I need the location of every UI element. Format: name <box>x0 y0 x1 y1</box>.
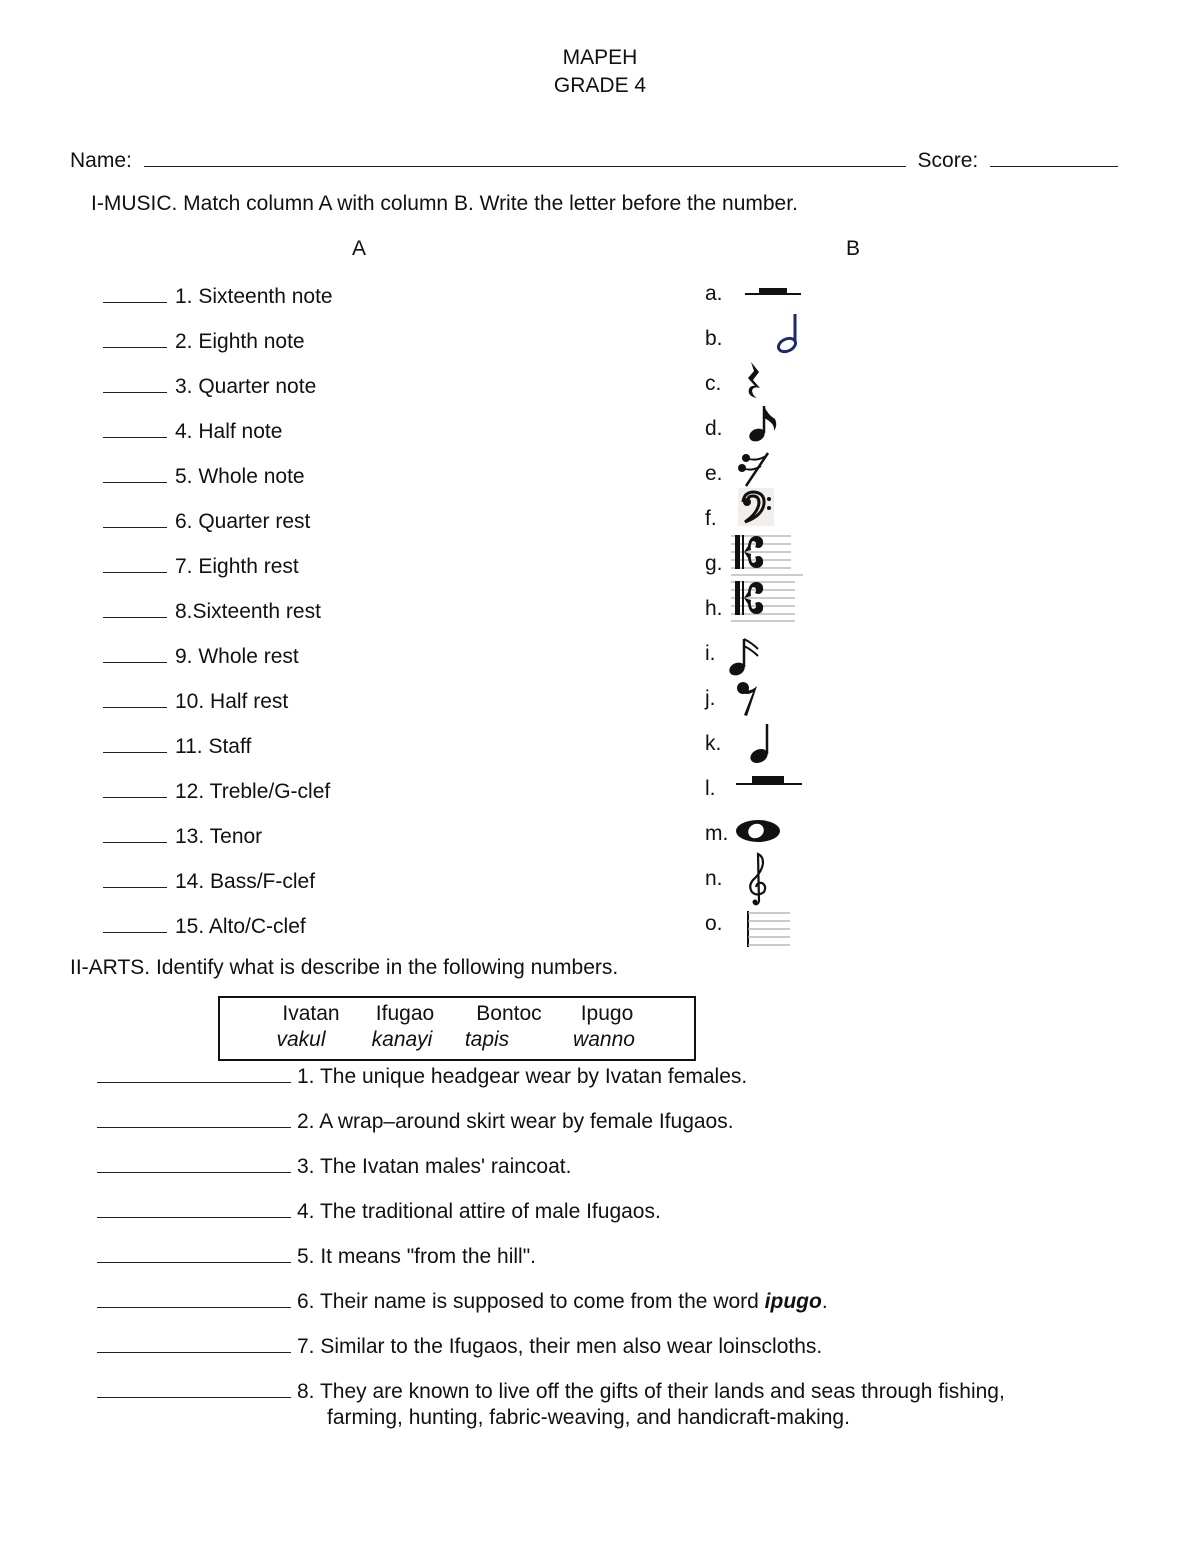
music-item-label: 3. Quarter note <box>175 375 317 398</box>
period: . <box>821 1290 828 1313</box>
quarter-rest-icon <box>743 360 767 400</box>
grade-label: GRADE 4 <box>553 74 647 97</box>
arts-item <box>97 1062 747 1089</box>
c-clef-icon <box>731 578 803 624</box>
choice-letter: j. <box>705 687 716 710</box>
half-rest-icon <box>745 284 801 304</box>
score-label: Score: <box>917 149 979 172</box>
arts-item <box>97 1107 734 1134</box>
answer-blank[interactable] <box>103 732 167 753</box>
arts-item <box>97 1242 536 1269</box>
name-field[interactable] <box>144 146 906 167</box>
column-b-header: B <box>846 237 861 260</box>
arts-item-label: 4. The traditional attire of male Ifugaos. <box>297 1200 661 1223</box>
whole-rest-icon <box>736 772 802 792</box>
column-a-header: A <box>352 237 367 260</box>
answer-blank[interactable] <box>97 1152 291 1173</box>
choice-letter: b. <box>705 327 723 350</box>
music-item <box>103 777 330 804</box>
answer-blank[interactable] <box>103 912 167 933</box>
music-item-label: 7. Eighth rest <box>175 555 299 578</box>
music-item <box>103 912 306 939</box>
answer-blank[interactable] <box>97 1332 291 1353</box>
choice-letter: f. <box>705 507 717 530</box>
music-item <box>103 597 321 624</box>
music-item <box>103 552 299 579</box>
answer-blank[interactable] <box>103 777 167 798</box>
arts-item <box>97 1332 822 1359</box>
arts-item-label: 8. They are known to live off the gifts of their lands and seas through fishing, <box>297 1380 1005 1403</box>
music-item <box>103 507 310 534</box>
answer-blank[interactable] <box>103 417 167 438</box>
music-item <box>103 372 316 399</box>
quarter-note-icon <box>748 722 778 764</box>
music-item-label: 5. Whole note <box>175 465 305 488</box>
answer-blank[interactable] <box>103 687 167 708</box>
staff-icon <box>746 910 792 948</box>
arts-item <box>97 1287 828 1314</box>
music-item <box>103 642 299 669</box>
word-bank-item: Ipugo <box>580 1002 634 1025</box>
music-item-label: 2. Eighth note <box>175 330 305 353</box>
answer-blank[interactable] <box>97 1197 291 1218</box>
word-bank-item: vakul <box>276 1028 326 1051</box>
answer-blank[interactable] <box>103 282 167 303</box>
answer-blank[interactable] <box>97 1287 291 1308</box>
music-item <box>103 867 315 894</box>
music-item-label: 12. Treble/G-clef <box>175 780 331 803</box>
choice-letter: n. <box>705 867 723 890</box>
answer-blank[interactable] <box>97 1377 291 1398</box>
choice-letter: h. <box>705 597 723 620</box>
music-item <box>103 687 288 714</box>
choice-letter: d. <box>705 417 723 440</box>
arts-item-label: 7. Similar to the Ifugaos, their men also wear loinscloths. <box>297 1335 823 1358</box>
answer-blank[interactable] <box>97 1107 291 1128</box>
music-item <box>103 417 282 444</box>
arts-item <box>97 1197 661 1224</box>
sixteenth-rest-icon <box>738 450 772 488</box>
music-item-label: 4. Half note <box>175 420 283 443</box>
word-bank-item: Ifugao <box>375 1002 435 1025</box>
music-item-label: 10. Half rest <box>175 690 289 713</box>
music-item <box>103 462 305 489</box>
music-item-label: 11. Staff <box>175 735 252 758</box>
answer-blank[interactable] <box>103 462 167 483</box>
answer-blank[interactable] <box>103 822 167 843</box>
arts-item-label: 5. It means "from the hill". <box>297 1245 536 1268</box>
music-item <box>103 282 333 309</box>
choice-letter: k. <box>705 732 722 755</box>
eighth-note-icon <box>748 403 778 443</box>
arts-item-label: 1. The unique headgear wear by Ivatan females. <box>297 1065 748 1088</box>
arts-item-label: 6. Their name is supposed to come from the word <box>297 1290 765 1313</box>
score-field[interactable] <box>990 146 1118 167</box>
half-note-icon <box>775 312 809 354</box>
treble-clef-icon <box>746 850 772 908</box>
answer-blank[interactable] <box>103 867 167 888</box>
arts-item-label: 3. The Ivatan males' raincoat. <box>297 1155 572 1178</box>
word-bank-item: Bontoc <box>476 1002 542 1025</box>
word-bank <box>218 996 696 1061</box>
answer-blank[interactable] <box>103 327 167 348</box>
answer-blank[interactable] <box>103 552 167 573</box>
word-bank-item: tapis <box>464 1028 510 1051</box>
arts-instructions: II-ARTS. Identify what is describe in the following numbers. <box>70 956 619 979</box>
music-item-label: 15. Alto/C-clef <box>175 915 306 938</box>
answer-blank[interactable] <box>97 1062 291 1083</box>
arts-item-8-continuation: farming, hunting, fabric-weaving, and handicraft-making. <box>327 1406 850 1429</box>
choice-letter: o. <box>705 912 723 935</box>
emphasis-word: ipugo <box>764 1290 822 1313</box>
music-item <box>103 732 251 759</box>
whole-note-icon <box>734 817 786 845</box>
music-item <box>103 327 305 354</box>
word-bank-item: Ivatan <box>282 1002 340 1025</box>
choice-letter: e. <box>705 462 723 485</box>
music-item-label: 1. Sixteenth note <box>175 285 333 308</box>
word-bank-item: kanayi <box>371 1028 433 1051</box>
arts-item-label: 2. A wrap–around skirt wear by female Ifugaos. <box>297 1110 734 1133</box>
answer-blank[interactable] <box>97 1242 291 1263</box>
word-bank-item: wanno <box>573 1028 635 1051</box>
sixteenth-note-icon <box>728 635 762 677</box>
choice-letter: g. <box>705 552 723 575</box>
arts-item <box>97 1152 571 1179</box>
music-item <box>103 822 262 849</box>
answer-blank[interactable] <box>103 372 167 393</box>
answer-blank[interactable] <box>103 597 167 618</box>
choice-letter: l. <box>705 777 716 800</box>
music-instructions: I-MUSIC. Match column A with column B. Write the letter before the number. <box>91 192 798 215</box>
answer-blank[interactable] <box>103 507 167 528</box>
eighth-rest-icon <box>735 680 761 718</box>
music-item-label: 6. Quarter rest <box>175 510 311 533</box>
c-clef-icon <box>731 532 803 578</box>
choice-letter: c. <box>705 372 722 395</box>
bass-clef-icon <box>738 488 774 526</box>
music-item-label: 9. Whole rest <box>175 645 299 668</box>
arts-item <box>97 1377 1005 1404</box>
choice-letter: m. <box>705 822 729 845</box>
page-title: MAPEH <box>562 46 638 69</box>
music-item-label: 8.Sixteenth rest <box>175 600 321 623</box>
music-item-label: 14. Bass/F-clef <box>175 870 316 893</box>
choice-letter: i. <box>705 642 716 665</box>
answer-blank[interactable] <box>103 642 167 663</box>
name-label: Name: <box>70 149 132 172</box>
music-item-label: 13. Tenor <box>175 825 263 848</box>
choice-letter: a. <box>705 282 723 305</box>
